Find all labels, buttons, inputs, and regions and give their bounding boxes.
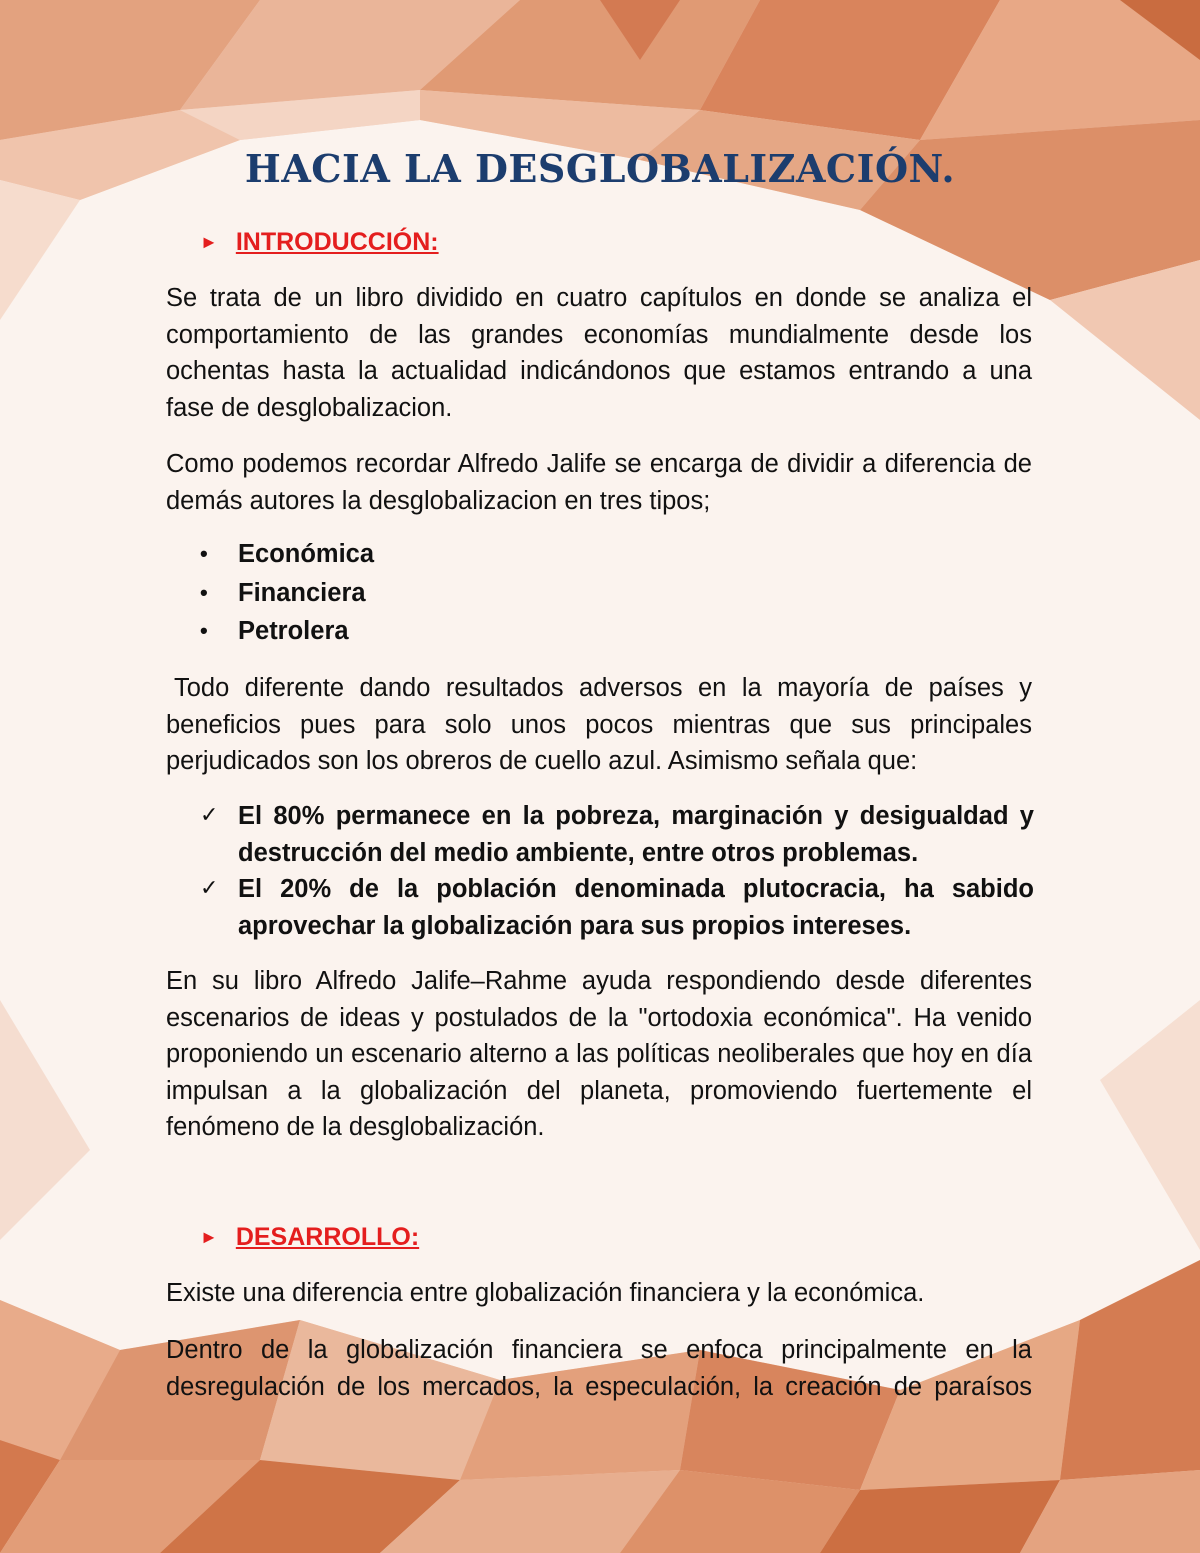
bullet-icon: • — [200, 541, 208, 566]
list-item-label: El 20% de la población denominada plutocracia, ha sabido aprovechar la globalización para sus propios intereses. — [238, 875, 1034, 940]
list-item-label: Petrolera — [238, 617, 349, 645]
checkmark-icon: ✓ — [200, 803, 219, 828]
intro-paragraph: Todo diferente dando resultados adversos en la mayoría de países y beneficios pues para solo unos pocos mientras que sus principales perjudicados son los obreros de cuello azul. Asimismo señala que: — [166, 674, 1032, 775]
desglobalization-types-list — [200, 535, 374, 651]
bullet-icon: • — [200, 618, 208, 643]
list-item-label: El 80% permanece en la pobreza, marginación y desigualdad y destrucción del medio ambiente, entre otros problemas. — [238, 802, 1034, 867]
checkmark-icon: ✓ — [200, 876, 219, 901]
list-item-label: Financiera — [238, 578, 366, 607]
development-paragraph: Existe una diferencia entre globalización financiera y la económica. — [166, 1279, 925, 1307]
triangle-bullet-icon: ► — [200, 232, 218, 252]
list-item — [200, 574, 374, 613]
section-heading-label: DESARROLLO: — [235, 1223, 420, 1251]
development-paragraph: Dentro de la globalización financiera se enfoca principalmente en la desregulación de los mercados, la especulación, la creación de paraísos — [166, 1336, 1032, 1401]
document-title: HACIA LA DESGLOBALIZACIÓN. — [244, 146, 956, 191]
section-heading-development — [200, 1223, 419, 1252]
list-item — [200, 612, 374, 651]
triangle-bullet-icon: ► — [200, 1227, 218, 1247]
section-heading-introduction — [200, 228, 439, 257]
intro-paragraph: Como podemos recordar Alfredo Jalife se encarga de dividir a diferencia de demás autores la desglobalizacion en tres tipos; — [166, 450, 1032, 515]
intro-paragraph: Se trata de un libro dividido en cuatro capítulos en donde se analiza el comportamiento de las grandes economías mundialmente desde los ochentas hasta la actualidad indicándonos que estamos entrando a una fase de desglobalizacion. — [166, 284, 1032, 422]
list-item-label: Económica — [238, 540, 375, 568]
statistics-checklist — [200, 798, 1034, 944]
bullet-icon: • — [200, 579, 208, 605]
list-item — [200, 535, 374, 574]
list-item — [200, 871, 1034, 944]
section-heading-label: INTRODUCCIÓN: — [235, 228, 439, 256]
list-item — [200, 798, 1034, 871]
intro-paragraph: En su libro Alfredo Jalife–Rahme ayuda respondiendo desde diferentes escenarios de ideas y postulados de la "ortodoxia económica". Ha venido proponiendo un escenario alterno a las políticas neoliberales que hoy en día impulsan a la globalización del planeta, promoviendo fuertemente el fenómeno de la desglobalización. — [166, 967, 1032, 1141]
